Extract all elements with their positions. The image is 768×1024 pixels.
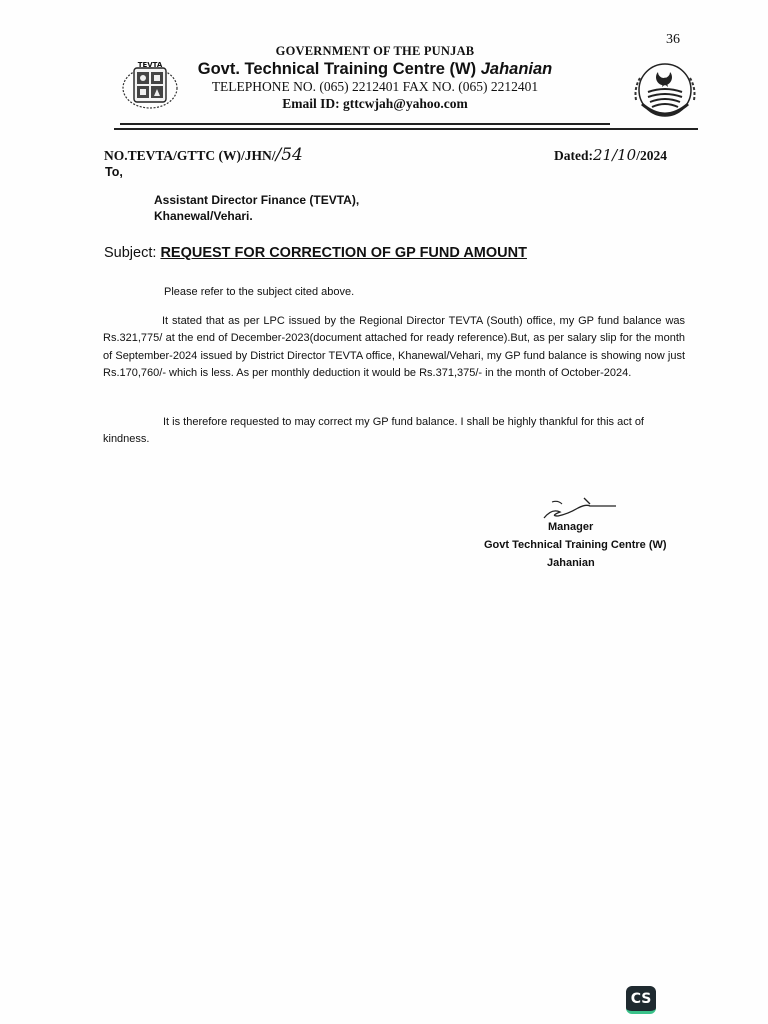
header-rule-bottom [114, 128, 698, 130]
addressee-line-2: Khanewal/Vehari. [154, 209, 253, 223]
institute-name: Govt. Technical Training Centre (W) [197, 60, 477, 78]
signatory-title: Manager [548, 521, 594, 533]
dated-year: /2024 [636, 148, 667, 163]
letter-date [554, 146, 667, 164]
dated-handwritten: 21/10 [593, 146, 637, 164]
institute-city: Jahanian [480, 60, 553, 78]
handwritten-signature [538, 494, 618, 522]
logo-lettering: TEVTA [137, 61, 163, 69]
signatory-organization: Govt Technical Training Centre (W) [484, 539, 667, 551]
ref-handwritten: /54 [275, 145, 303, 165]
salutation-to: To, [105, 165, 123, 179]
addressee-line-1: Assistant Director Finance (TEVTA), [154, 193, 360, 207]
subject-label: Subject: [104, 245, 157, 261]
reference-number [104, 145, 303, 165]
subject-text: REQUEST FOR CORRECTION OF GP FUND AMOUNT [160, 245, 527, 261]
page-number: 36 [666, 32, 680, 47]
tevta-logo [120, 58, 180, 110]
paragraph-intro: Please refer to the subject cited above. [164, 286, 355, 298]
punjab-emblem [628, 60, 702, 126]
header-email: Email ID: gttcwjah@yahoo.com [282, 96, 468, 111]
header-rule-top [120, 123, 610, 125]
paragraph-main: It stated that as per LPC issued by the Regional Director TEVTA (South) office, my GP fund balance was Rs.321,775/ at the end of December-2023(document attached for ready reference).But, as per salary slip for the month of September-2024 issued by District Director TEVTA office, Khanewal/Vehari, my GP fund balance is showing now just Rs.170,760/- which is less. As per monthly deduction it would be Rs.371,375/- in the month of October-2024. [103, 315, 685, 379]
header-institute [190, 60, 560, 79]
dated-label: Dated: [554, 148, 593, 163]
header-telephone: TELEPHONE NO. (065) 2212401 FAX NO. (065) 2212401 [211, 79, 539, 94]
signatory-city: Jahanian [547, 557, 595, 569]
subject-line [104, 245, 527, 261]
header-government: GOVERNMENT OF THE PUNJAB [275, 44, 475, 58]
ref-prefix: NO.TEVTA/GTTC (W)/JHN/ [104, 148, 276, 163]
scanner-app-icon: CS [626, 986, 656, 1014]
paragraph-request: It is therefore requested to may correct my GP fund balance. I shall be highly thankful for this act of kindness. [103, 416, 644, 446]
